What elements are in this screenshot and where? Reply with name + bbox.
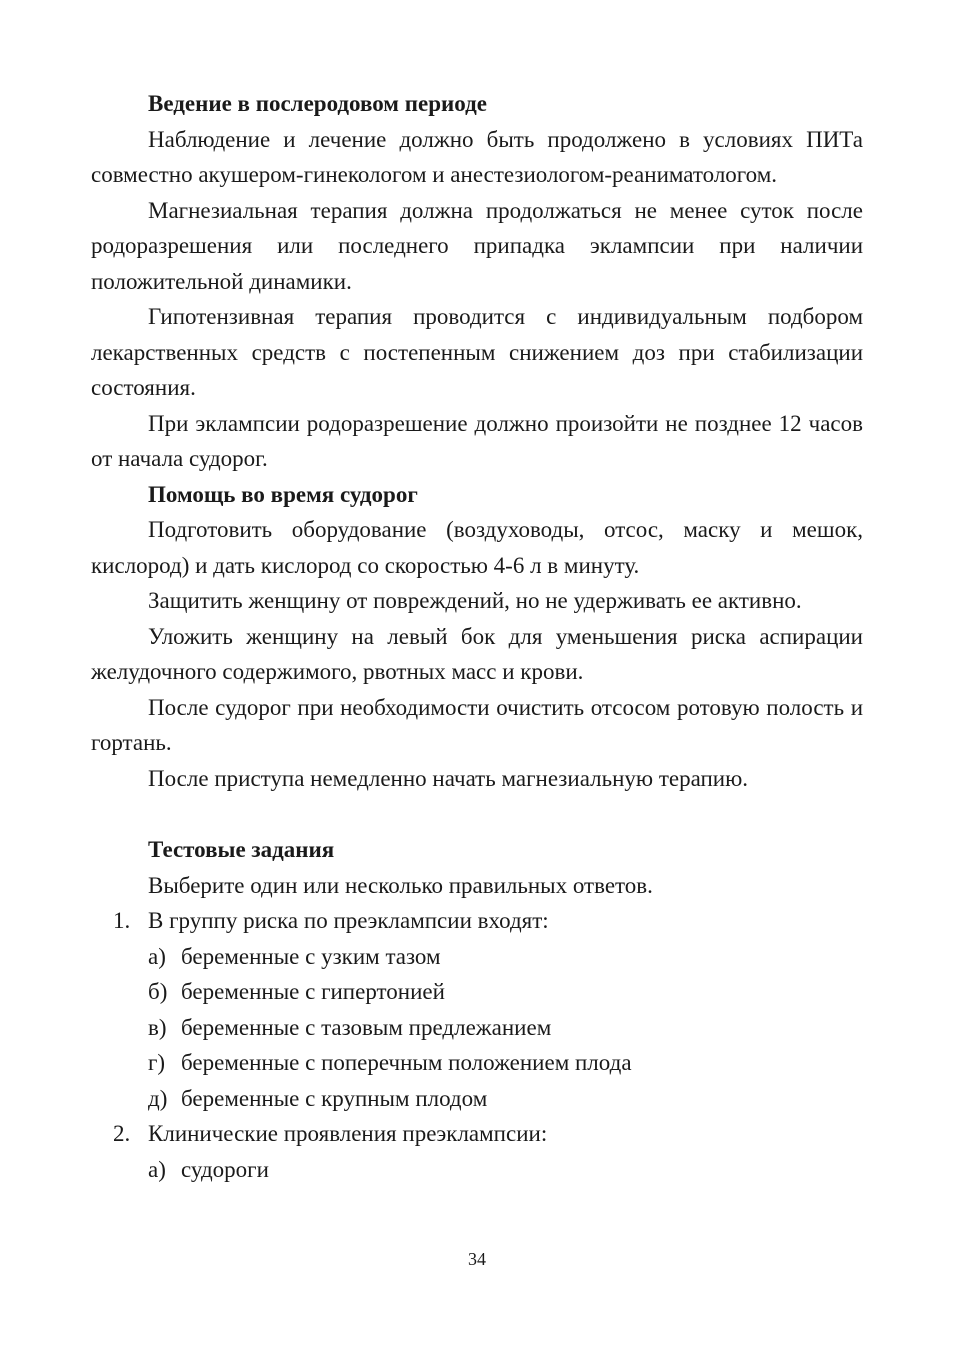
section-heading-seizure-help: Помощь во время судорог — [148, 481, 418, 507]
option-text: беременные с гипертонией — [181, 979, 445, 1004]
tests-heading: Тестовые задания — [148, 837, 335, 862]
paragraph: Гипотензивная терапия проводится с индивидуальным подбором лекарственных средств с постепенным снижением доз при стабилизации состояния. — [91, 304, 863, 400]
paragraph: Защитить женщину от повреждений, но не удерживать ее активно. — [148, 588, 802, 613]
option-text: беременные с крупным плодом — [181, 1085, 488, 1111]
option-letter: б) — [148, 979, 168, 1004]
question-number: 2. — [113, 1121, 131, 1146]
question-number: 1. — [113, 908, 131, 933]
option-letter: в) — [148, 1014, 167, 1040]
option-letter: а) — [148, 943, 166, 969]
answer-option — [91, 974, 863, 1010]
paragraph: Наблюдение и лечение должно быть продолжено в условиях ПИТа совместно акушером-гинекологом и анестезиологом-реаниматологом. — [91, 126, 863, 187]
option-letter: а) — [148, 1156, 166, 1182]
option-text: судороги — [181, 1156, 269, 1182]
option-letter: д) — [148, 1085, 168, 1111]
option-text: беременные с поперечным положением плода — [181, 1050, 632, 1075]
paragraph: При эклампсии родоразрешение должно произойти не позднее 12 часов от начала судорог. — [91, 410, 863, 471]
paragraph: Подготовить оборудование (воздуховоды, отсос, маску и мешок, кислород) и дать кислород со скоростью 4-6 л в минуту. — [91, 517, 863, 578]
section-heading-postpartum: Ведение в послеродовом периоде — [148, 91, 487, 116]
question-2 — [91, 1116, 863, 1152]
page-number: 34 — [468, 1249, 486, 1269]
option-text: беременные с узким тазом — [181, 943, 441, 969]
page-content — [91, 86, 863, 1187]
paragraph: Уложить женщину на левый бок для уменьшения риска аспирации желудочного содержимого, рвотных масс и крови. — [91, 623, 863, 684]
paragraph: После приступа немедленно начать магнезиальную терапию. — [148, 765, 749, 791]
question-text: Клинические проявления преэклампсии: — [148, 1121, 548, 1146]
option-letter: г) — [148, 1050, 166, 1075]
answer-option — [91, 1045, 863, 1081]
answer-option — [91, 1010, 863, 1046]
question-1 — [91, 903, 863, 939]
option-text: беременные с тазовым предлежанием — [181, 1014, 552, 1040]
answer-option — [91, 1152, 863, 1188]
paragraph: После судорог при необходимости очистить отсосом ротовую полость и гортань. — [91, 694, 863, 755]
tests-instruction: Выберите один или несколько правильных ответов. — [148, 872, 653, 898]
paragraph: Магнезиальная терапия должна продолжаться не менее суток после родоразрешения или последнего припадка эклампсии при наличии положительной динамики. — [91, 197, 863, 294]
section-spacer — [91, 796, 863, 832]
question-text: В группу риска по преэклампсии входят: — [148, 908, 549, 933]
answer-option — [91, 939, 863, 975]
answer-option — [91, 1081, 863, 1117]
